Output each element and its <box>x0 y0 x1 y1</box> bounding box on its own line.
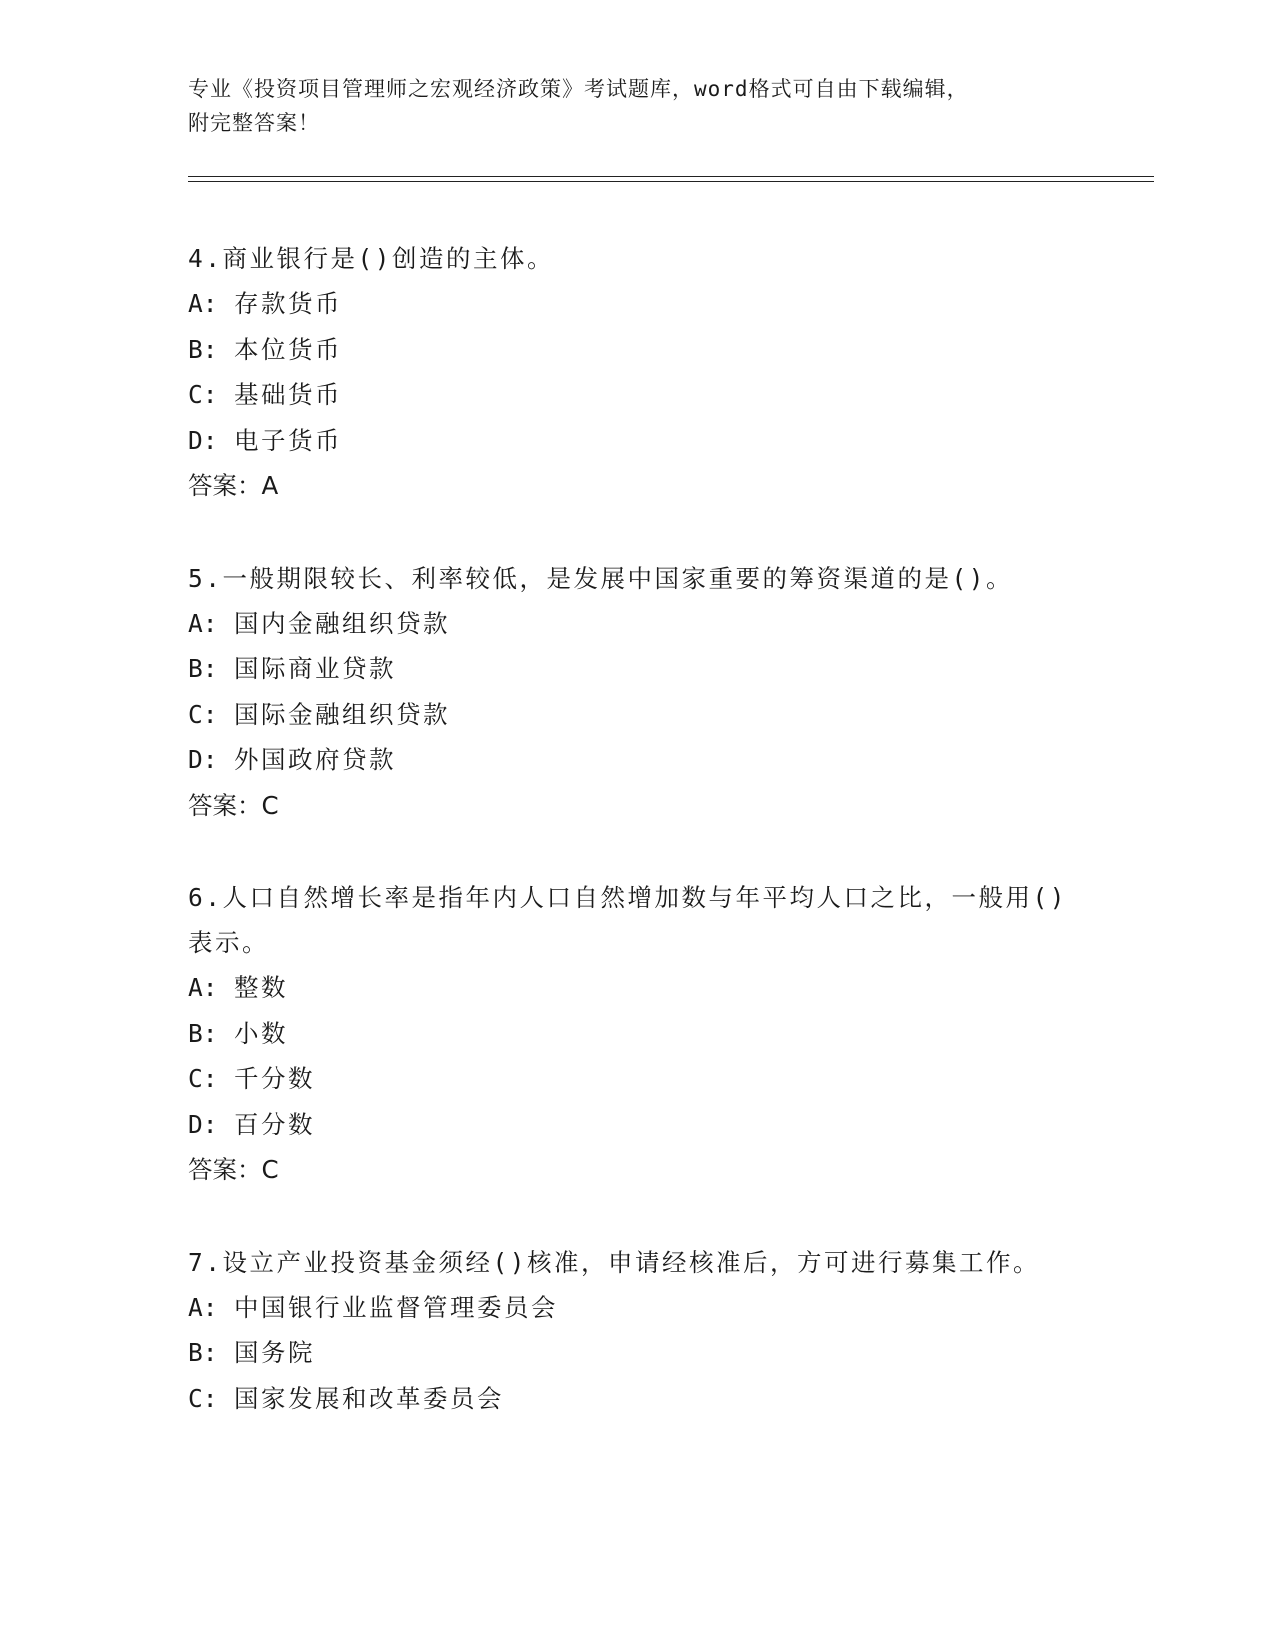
option-text: 国内金融组织贷款 <box>234 608 450 638</box>
option-a <box>188 601 1068 647</box>
option-b <box>188 327 1068 373</box>
option-c <box>188 1056 1068 1102</box>
option-text: 中国银行业监督管理委员会 <box>234 1292 558 1322</box>
option-text: 小数 <box>234 1018 288 1048</box>
option-d <box>188 1102 1068 1148</box>
header-divider-top <box>188 176 1154 177</box>
option-key: C: <box>188 1064 218 1093</box>
option-b <box>188 1330 1068 1376</box>
option-key: B: <box>188 1338 218 1367</box>
option-key: C: <box>188 380 218 409</box>
header-line-1: 专业《投资项目管理师之宏观经济政策》考试题库，word格式可自由下载编辑， <box>188 77 969 101</box>
question-item <box>188 1240 1068 1422</box>
question-stem: 6.人口自然增长率是指年内人口自然增加数与年平均人口之比，一般用()表示。 <box>188 883 1067 957</box>
answer-line: 答案：A <box>188 471 279 500</box>
option-key: C: <box>188 699 218 729</box>
option-d <box>188 418 1068 464</box>
option-key: D: <box>188 425 218 455</box>
question-stem: 4.商业银行是()创造的主体。 <box>188 244 554 273</box>
question-stem: 5.一般期限较长、利率较低，是发展中国家重要的筹资渠道的是()。 <box>188 563 1013 593</box>
option-key: D: <box>188 745 218 774</box>
option-text: 整数 <box>234 973 288 1002</box>
option-text: 千分数 <box>234 1064 315 1093</box>
option-text: 本位货币 <box>234 334 342 364</box>
answer-line: 答案：C <box>188 790 279 820</box>
option-key: C: <box>188 1383 218 1413</box>
option-text: 外国政府贷款 <box>234 745 396 774</box>
answer-line: 答案：C <box>188 1155 279 1184</box>
question-item <box>188 556 1068 829</box>
option-text: 基础货币 <box>234 380 342 409</box>
option-text: 电子货币 <box>234 425 342 455</box>
option-text: 存款货币 <box>234 289 342 318</box>
option-a <box>188 965 1068 1011</box>
option-a <box>188 1285 1068 1331</box>
question-item <box>188 875 1068 1193</box>
option-a <box>188 281 1068 327</box>
option-key: B: <box>188 654 218 683</box>
option-text: 国际商业贷款 <box>234 654 396 683</box>
question-list <box>188 236 1068 1468</box>
option-d <box>188 737 1068 783</box>
question-item <box>188 236 1068 509</box>
option-text: 国务院 <box>234 1338 315 1367</box>
option-text: 国家发展和改革委员会 <box>234 1383 504 1413</box>
option-c <box>188 372 1068 418</box>
question-stem: 7.设立产业投资基金须经()核准，申请经核准后，方可进行募集工作。 <box>188 1247 1040 1277</box>
option-b <box>188 1011 1068 1057</box>
header-line-2: 附完整答案！ <box>188 111 320 135</box>
option-text: 国际金融组织贷款 <box>234 699 450 729</box>
option-c <box>188 692 1068 738</box>
option-key: A: <box>188 973 218 1002</box>
header-divider-bottom <box>188 181 1154 182</box>
document-header <box>188 72 1088 140</box>
option-b <box>188 646 1068 692</box>
option-key: A: <box>188 1292 218 1322</box>
option-key: B: <box>188 334 218 364</box>
option-key: A: <box>188 608 218 638</box>
option-key: D: <box>188 1109 218 1139</box>
option-key: B: <box>188 1018 218 1048</box>
option-c <box>188 1376 1068 1422</box>
option-text: 百分数 <box>234 1109 315 1139</box>
option-key: A: <box>188 289 218 318</box>
